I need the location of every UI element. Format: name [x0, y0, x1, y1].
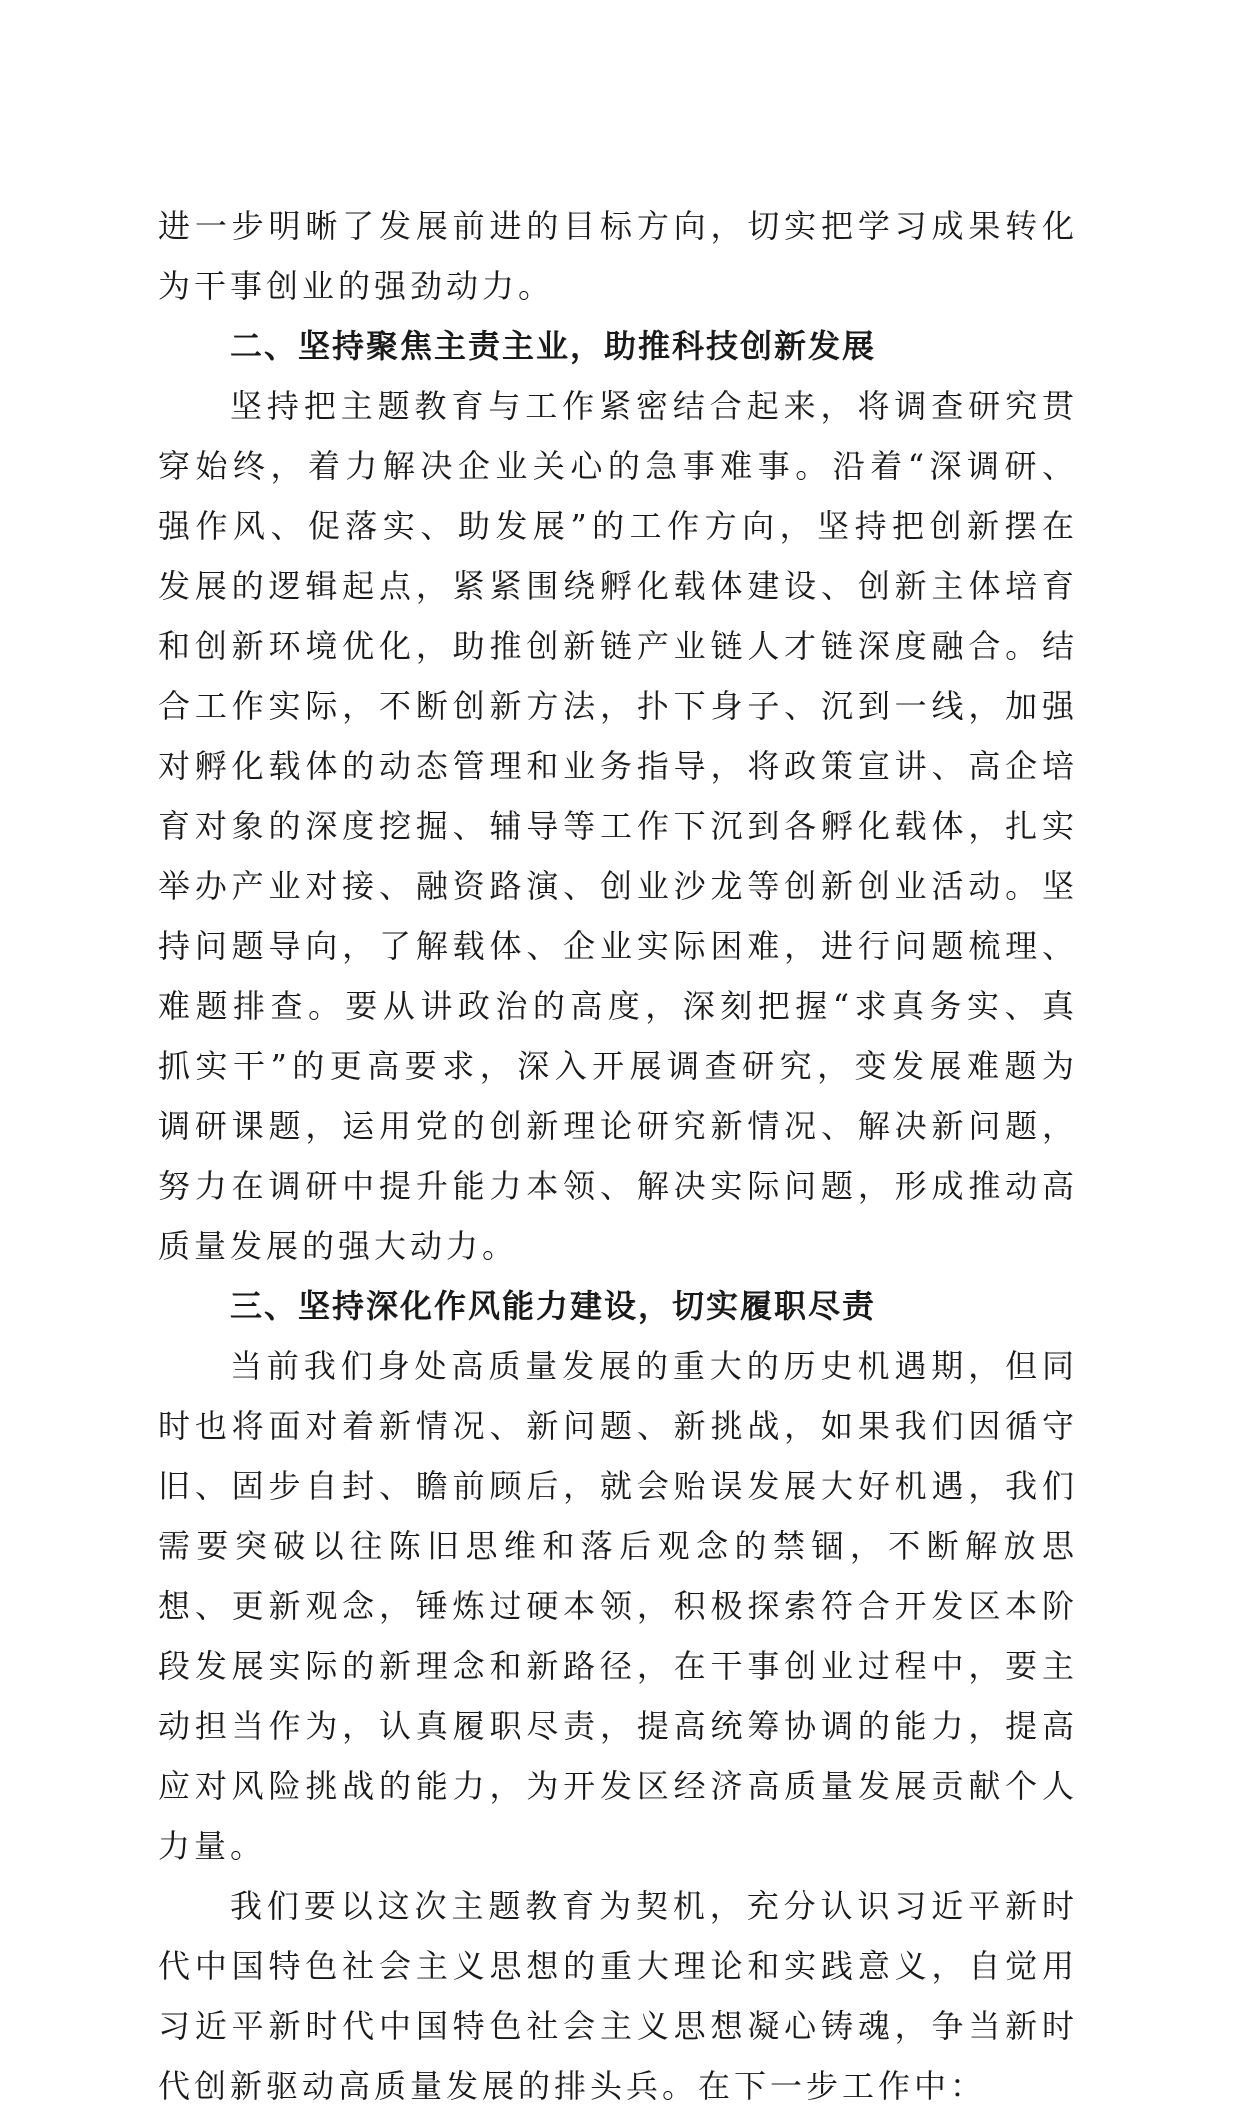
section-heading-2: 二、坚持聚焦主责主业，助推科技创新发展: [230, 327, 877, 365]
paragraph-section-2: 坚持把主题教育与工作紧密结合起来，将调查研究贯穿始终，着力解决企业关心的急事难事。沿着“深调研、强作风、促落实、助发展”的工作方向，坚持把创新摆在发展的逻辑起点，紧紧围绕孵化载体建设、创新主体培育和创新环境优化，助推创新链产业链人才链深度融合。结合工作实际，不断创新方法，扑下身子、沉到一线，加强对孵化载体的动态管理和业务指导，将政策宣讲、高企培育对象的深度挖掘、辅导等工作下沉到各孵化载体，扎实举办产业对接、融资路演、创业沙龙等创新创业活动。坚持问题导向，了解载体、企业实际困难，进行问题梳理、难题排查。要从讲政治的高度，深刻把握“求真务实、真抓实干”的更高要求，深入开展调查研究，变发展难题为调研课题，运用党的创新理论研究新情况、解决新问题，努力在调研中提升能力本领、解决实际问题，形成推动高质量发展的强大动力。: [158, 387, 1078, 1265]
paragraph-conclusion: 我们要以这次主题教育为契机，充分认识习近平新时代中国特色社会主义思想的重大理论和实践意义，自觉用习近平新时代中国特色社会主义思想凝心铸魂，争当新时代创新驱动高质量发展的排头兵。在下一步工作中：: [158, 1887, 1078, 2105]
paragraph-section-3: 当前我们身处高质量发展的重大的历史机遇期，但同时也将面对着新情况、新问题、新挑战，如果我们因循守旧、固步自封、瞻前顾后，就会贻误发展大好机遇，我们需要突破以往陈旧思维和落后观念的禁锢，不断解放思想、更新观念，锤炼过硬本领，积极探索符合开发区本阶段发展实际的新理念和新路径，在干事创业过程中，要主动担当作为，认真履职尽责，提高统筹协调的能力，提高应对风险挑战的能力，为开发区经济高质量发展贡献个人力量。: [158, 1347, 1078, 1865]
document-body: [158, 196, 1078, 2116]
paragraph-continuation: 进一步明晰了发展前进的目标方向，切实把学习成果转化为干事创业的强劲动力。: [158, 207, 1078, 305]
section-heading-3: 三、坚持深化作风能力建设，切实履职尽责: [230, 1287, 877, 1325]
